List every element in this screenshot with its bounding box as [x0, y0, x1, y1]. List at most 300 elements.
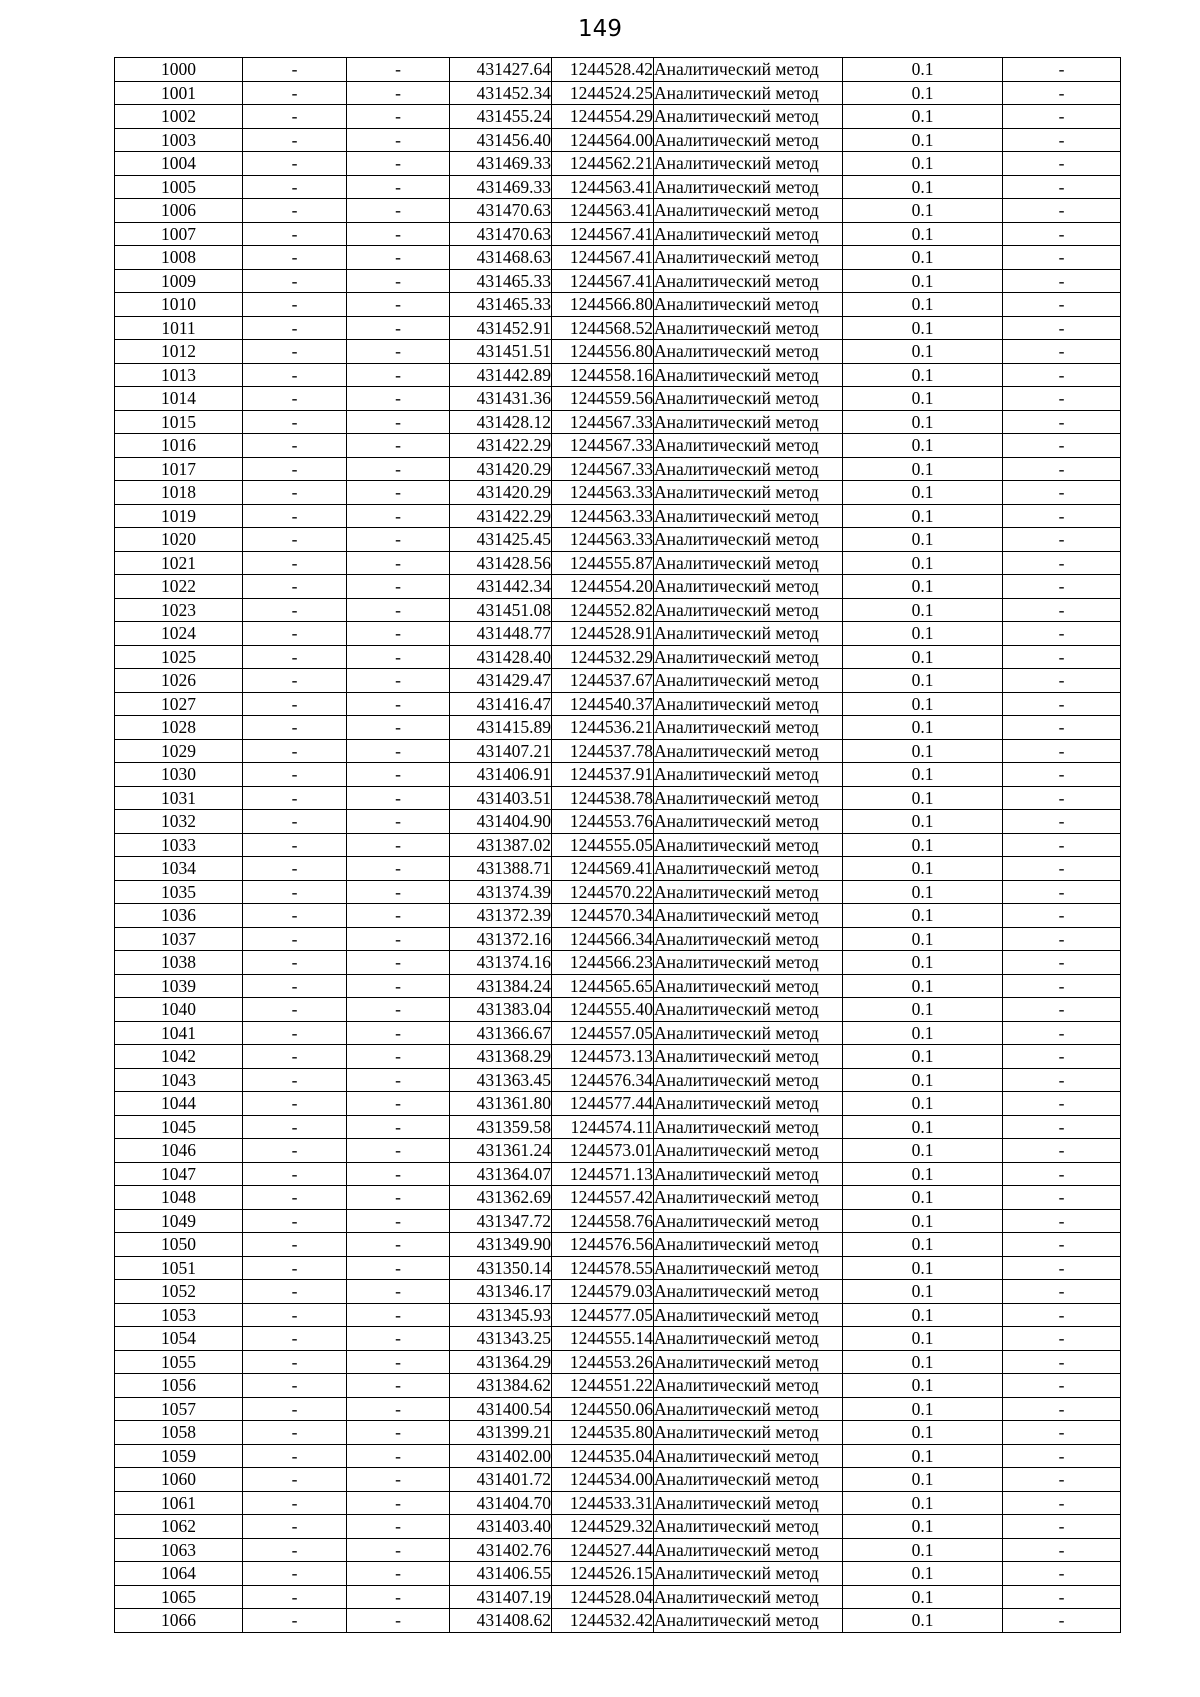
note-cell: -: [1003, 152, 1121, 176]
column-2-cell: -: [243, 1209, 347, 1233]
note-cell: -: [1003, 387, 1121, 411]
note-cell: -: [1003, 481, 1121, 505]
column-3-cell: -: [347, 1444, 450, 1468]
note-cell: -: [1003, 434, 1121, 458]
column-3-cell: -: [347, 105, 450, 129]
coordinate-x-cell: 431427.64: [450, 58, 552, 82]
table-row: [115, 175, 1121, 199]
column-3-cell: -: [347, 998, 450, 1022]
column-3-cell: -: [347, 1421, 450, 1445]
table-row: [115, 1162, 1121, 1186]
method-cell: Аналитический метод: [654, 293, 843, 317]
coordinate-y-cell: 1244567.33: [552, 410, 654, 434]
table-row: [115, 692, 1121, 716]
column-3-cell: -: [347, 128, 450, 152]
column-3-cell: -: [347, 1303, 450, 1327]
column-2-cell: -: [243, 904, 347, 928]
table-row: [115, 551, 1121, 575]
method-cell: Аналитический метод: [654, 246, 843, 270]
point-number-cell: 1051: [115, 1256, 243, 1280]
coordinate-x-cell: 431361.80: [450, 1092, 552, 1116]
coordinate-y-cell: 1244550.06: [552, 1397, 654, 1421]
column-2-cell: -: [243, 880, 347, 904]
point-number-cell: 1003: [115, 128, 243, 152]
column-2-cell: -: [243, 175, 347, 199]
coordinate-x-cell: 431416.47: [450, 692, 552, 716]
column-3-cell: -: [347, 528, 450, 552]
column-2-cell: -: [243, 786, 347, 810]
point-number-cell: 1045: [115, 1115, 243, 1139]
column-2-cell: -: [243, 410, 347, 434]
column-2-cell: -: [243, 1162, 347, 1186]
column-3-cell: -: [347, 739, 450, 763]
accuracy-cell: 0.1: [843, 1609, 1003, 1633]
point-number-cell: 1056: [115, 1374, 243, 1398]
coordinate-y-cell: 1244578.55: [552, 1256, 654, 1280]
accuracy-cell: 0.1: [843, 904, 1003, 928]
method-cell: Аналитический метод: [654, 1421, 843, 1445]
column-3-cell: -: [347, 1209, 450, 1233]
column-3-cell: -: [347, 575, 450, 599]
method-cell: Аналитический метод: [654, 810, 843, 834]
method-cell: Аналитический метод: [654, 1538, 843, 1562]
column-3-cell: -: [347, 293, 450, 317]
point-number-cell: 1017: [115, 457, 243, 481]
note-cell: -: [1003, 1115, 1121, 1139]
column-3-cell: -: [347, 810, 450, 834]
table-row: [115, 434, 1121, 458]
column-2-cell: -: [243, 1256, 347, 1280]
coordinate-x-cell: 431404.90: [450, 810, 552, 834]
coordinate-x-cell: 431359.58: [450, 1115, 552, 1139]
column-2-cell: -: [243, 1397, 347, 1421]
accuracy-cell: 0.1: [843, 434, 1003, 458]
note-cell: -: [1003, 81, 1121, 105]
accuracy-cell: 0.1: [843, 974, 1003, 998]
accuracy-cell: 0.1: [843, 1515, 1003, 1539]
coordinate-x-cell: 431343.25: [450, 1327, 552, 1351]
table-row: [115, 998, 1121, 1022]
column-3-cell: -: [347, 598, 450, 622]
accuracy-cell: 0.1: [843, 199, 1003, 223]
accuracy-cell: 0.1: [843, 1045, 1003, 1069]
accuracy-cell: 0.1: [843, 575, 1003, 599]
column-3-cell: -: [347, 81, 450, 105]
method-cell: Аналитический метод: [654, 904, 843, 928]
point-number-cell: 1024: [115, 622, 243, 646]
column-2-cell: -: [243, 974, 347, 998]
column-2-cell: -: [243, 951, 347, 975]
coordinate-y-cell: 1244562.21: [552, 152, 654, 176]
coordinate-y-cell: 1244557.05: [552, 1021, 654, 1045]
note-cell: -: [1003, 105, 1121, 129]
coordinate-x-cell: 431469.33: [450, 152, 552, 176]
method-cell: Аналитический метод: [654, 951, 843, 975]
coordinate-y-cell: 1244566.80: [552, 293, 654, 317]
note-cell: -: [1003, 551, 1121, 575]
coordinate-x-cell: 431347.72: [450, 1209, 552, 1233]
column-3-cell: -: [347, 927, 450, 951]
column-2-cell: -: [243, 1068, 347, 1092]
point-number-cell: 1061: [115, 1491, 243, 1515]
note-cell: -: [1003, 1538, 1121, 1562]
accuracy-cell: 0.1: [843, 927, 1003, 951]
note-cell: -: [1003, 622, 1121, 646]
point-number-cell: 1016: [115, 434, 243, 458]
column-2-cell: -: [243, 692, 347, 716]
point-number-cell: 1025: [115, 645, 243, 669]
coordinate-x-cell: 431407.19: [450, 1585, 552, 1609]
method-cell: Аналитический метод: [654, 434, 843, 458]
table-row: [115, 1538, 1121, 1562]
note-cell: -: [1003, 410, 1121, 434]
coordinate-x-cell: 431470.63: [450, 199, 552, 223]
column-2-cell: -: [243, 1280, 347, 1304]
column-3-cell: -: [347, 1092, 450, 1116]
point-number-cell: 1007: [115, 222, 243, 246]
coordinate-y-cell: 1244524.25: [552, 81, 654, 105]
table-row: [115, 739, 1121, 763]
table-row: [115, 1374, 1121, 1398]
method-cell: Аналитический метод: [654, 1491, 843, 1515]
table-row: [115, 1068, 1121, 1092]
method-cell: Аналитический метод: [654, 481, 843, 505]
table-row: [115, 622, 1121, 646]
table-row: [115, 1609, 1121, 1633]
point-number-cell: 1064: [115, 1562, 243, 1586]
column-2-cell: -: [243, 152, 347, 176]
point-number-cell: 1059: [115, 1444, 243, 1468]
column-3-cell: -: [347, 1139, 450, 1163]
point-number-cell: 1055: [115, 1350, 243, 1374]
point-number-cell: 1020: [115, 528, 243, 552]
method-cell: Аналитический метод: [654, 763, 843, 787]
accuracy-cell: 0.1: [843, 269, 1003, 293]
column-2-cell: -: [243, 81, 347, 105]
column-3-cell: -: [347, 692, 450, 716]
point-number-cell: 1008: [115, 246, 243, 270]
point-number-cell: 1047: [115, 1162, 243, 1186]
accuracy-cell: 0.1: [843, 1209, 1003, 1233]
coordinate-y-cell: 1244569.41: [552, 857, 654, 881]
table-row: [115, 504, 1121, 528]
column-2-cell: -: [243, 434, 347, 458]
method-cell: Аналитический метод: [654, 880, 843, 904]
point-number-cell: 1029: [115, 739, 243, 763]
coordinate-x-cell: 431402.76: [450, 1538, 552, 1562]
point-number-cell: 1049: [115, 1209, 243, 1233]
coordinate-y-cell: 1244557.42: [552, 1186, 654, 1210]
table-row: [115, 786, 1121, 810]
table-row: [115, 598, 1121, 622]
column-3-cell: -: [347, 833, 450, 857]
note-cell: -: [1003, 457, 1121, 481]
page-number: 149: [578, 16, 622, 42]
accuracy-cell: 0.1: [843, 669, 1003, 693]
column-3-cell: -: [347, 434, 450, 458]
column-2-cell: -: [243, 340, 347, 364]
coordinate-x-cell: 431406.55: [450, 1562, 552, 1586]
table-row: [115, 1115, 1121, 1139]
method-cell: Аналитический метод: [654, 1397, 843, 1421]
accuracy-cell: 0.1: [843, 504, 1003, 528]
table-row: [115, 1350, 1121, 1374]
accuracy-cell: 0.1: [843, 81, 1003, 105]
coordinate-y-cell: 1244563.41: [552, 199, 654, 223]
table-row: [115, 152, 1121, 176]
column-2-cell: -: [243, 269, 347, 293]
point-number-cell: 1039: [115, 974, 243, 998]
coordinate-x-cell: 431368.29: [450, 1045, 552, 1069]
table-row: [115, 927, 1121, 951]
point-number-cell: 1052: [115, 1280, 243, 1304]
coordinate-y-cell: 1244535.80: [552, 1421, 654, 1445]
table-row: [115, 199, 1121, 223]
note-cell: -: [1003, 598, 1121, 622]
note-cell: -: [1003, 1280, 1121, 1304]
note-cell: -: [1003, 1233, 1121, 1257]
table-row: [115, 246, 1121, 270]
point-number-cell: 1054: [115, 1327, 243, 1351]
column-2-cell: -: [243, 716, 347, 740]
point-number-cell: 1002: [115, 105, 243, 129]
table-row: [115, 293, 1121, 317]
column-3-cell: -: [347, 1256, 450, 1280]
note-cell: -: [1003, 716, 1121, 740]
table-row: [115, 1139, 1121, 1163]
column-3-cell: -: [347, 246, 450, 270]
accuracy-cell: 0.1: [843, 1491, 1003, 1515]
method-cell: Аналитический метод: [654, 1609, 843, 1633]
column-2-cell: -: [243, 293, 347, 317]
coordinate-y-cell: 1244564.00: [552, 128, 654, 152]
table-row: [115, 81, 1121, 105]
method-cell: Аналитический метод: [654, 857, 843, 881]
table-row: [115, 1468, 1121, 1492]
coordinate-x-cell: 431374.16: [450, 951, 552, 975]
column-2-cell: -: [243, 927, 347, 951]
table-row: [115, 716, 1121, 740]
point-number-cell: 1057: [115, 1397, 243, 1421]
note-cell: -: [1003, 1068, 1121, 1092]
accuracy-cell: 0.1: [843, 810, 1003, 834]
method-cell: Аналитический метод: [654, 504, 843, 528]
note-cell: -: [1003, 293, 1121, 317]
column-2-cell: -: [243, 998, 347, 1022]
table-row: [115, 857, 1121, 881]
table-row: [115, 833, 1121, 857]
note-cell: -: [1003, 1021, 1121, 1045]
method-cell: Аналитический метод: [654, 669, 843, 693]
coordinate-x-cell: 431420.29: [450, 457, 552, 481]
coordinate-y-cell: 1244532.42: [552, 1609, 654, 1633]
method-cell: Аналитический метод: [654, 622, 843, 646]
column-3-cell: -: [347, 1562, 450, 1586]
column-2-cell: -: [243, 1233, 347, 1257]
coordinate-x-cell: 431429.47: [450, 669, 552, 693]
point-number-cell: 1048: [115, 1186, 243, 1210]
coordinate-x-cell: 431404.70: [450, 1491, 552, 1515]
coordinate-x-cell: 431362.69: [450, 1186, 552, 1210]
coordinate-x-cell: 431399.21: [450, 1421, 552, 1445]
column-3-cell: -: [347, 340, 450, 364]
note-cell: -: [1003, 927, 1121, 951]
accuracy-cell: 0.1: [843, 551, 1003, 575]
column-2-cell: -: [243, 1139, 347, 1163]
coordinate-y-cell: 1244554.20: [552, 575, 654, 599]
column-2-cell: -: [243, 763, 347, 787]
column-3-cell: -: [347, 1068, 450, 1092]
coordinate-x-cell: 431384.24: [450, 974, 552, 998]
coordinate-y-cell: 1244567.41: [552, 246, 654, 270]
point-number-cell: 1001: [115, 81, 243, 105]
column-2-cell: -: [243, 1444, 347, 1468]
column-3-cell: -: [347, 1162, 450, 1186]
column-2-cell: -: [243, 1585, 347, 1609]
note-cell: -: [1003, 786, 1121, 810]
accuracy-cell: 0.1: [843, 622, 1003, 646]
coordinate-y-cell: 1244528.04: [552, 1585, 654, 1609]
coordinate-y-cell: 1244537.91: [552, 763, 654, 787]
coordinate-y-cell: 1244534.00: [552, 1468, 654, 1492]
column-2-cell: -: [243, 528, 347, 552]
accuracy-cell: 0.1: [843, 1115, 1003, 1139]
column-3-cell: -: [347, 457, 450, 481]
table-row: [115, 1021, 1121, 1045]
column-2-cell: -: [243, 857, 347, 881]
coordinate-y-cell: 1244563.33: [552, 504, 654, 528]
coordinate-y-cell: 1244573.13: [552, 1045, 654, 1069]
table-row: [115, 763, 1121, 787]
table-row: [115, 1045, 1121, 1069]
method-cell: Аналитический метод: [654, 316, 843, 340]
coordinate-y-cell: 1244537.78: [552, 739, 654, 763]
note-cell: -: [1003, 316, 1121, 340]
point-number-cell: 1030: [115, 763, 243, 787]
coordinate-y-cell: 1244566.23: [552, 951, 654, 975]
accuracy-cell: 0.1: [843, 128, 1003, 152]
method-cell: Аналитический метод: [654, 598, 843, 622]
point-number-cell: 1058: [115, 1421, 243, 1445]
note-cell: -: [1003, 58, 1121, 82]
point-number-cell: 1021: [115, 551, 243, 575]
column-2-cell: -: [243, 105, 347, 129]
coordinate-y-cell: 1244537.67: [552, 669, 654, 693]
coordinate-y-cell: 1244567.41: [552, 269, 654, 293]
coordinate-x-cell: 431470.63: [450, 222, 552, 246]
method-cell: Аналитический метод: [654, 575, 843, 599]
column-3-cell: -: [347, 1515, 450, 1539]
column-3-cell: -: [347, 1491, 450, 1515]
coordinate-y-cell: 1244552.82: [552, 598, 654, 622]
note-cell: -: [1003, 1350, 1121, 1374]
table-row: [115, 1256, 1121, 1280]
table-row: [115, 1233, 1121, 1257]
method-cell: Аналитический метод: [654, 58, 843, 82]
column-2-cell: -: [243, 1609, 347, 1633]
coordinate-y-cell: 1244566.34: [552, 927, 654, 951]
coordinate-x-cell: 431415.89: [450, 716, 552, 740]
coordinate-y-cell: 1244540.37: [552, 692, 654, 716]
point-number-cell: 1040: [115, 998, 243, 1022]
table-row: [115, 1186, 1121, 1210]
note-cell: -: [1003, 175, 1121, 199]
note-cell: -: [1003, 340, 1121, 364]
column-3-cell: -: [347, 763, 450, 787]
note-cell: -: [1003, 199, 1121, 223]
coordinate-y-cell: 1244526.15: [552, 1562, 654, 1586]
column-3-cell: -: [347, 481, 450, 505]
column-3-cell: -: [347, 1186, 450, 1210]
coordinate-y-cell: 1244579.03: [552, 1280, 654, 1304]
coordinate-y-cell: 1244577.44: [552, 1092, 654, 1116]
coordinate-y-cell: 1244528.91: [552, 622, 654, 646]
column-3-cell: -: [347, 857, 450, 881]
column-2-cell: -: [243, 316, 347, 340]
column-2-cell: -: [243, 1515, 347, 1539]
coordinate-x-cell: 431422.29: [450, 504, 552, 528]
method-cell: Аналитический метод: [654, 1374, 843, 1398]
coordinate-x-cell: 431388.71: [450, 857, 552, 881]
note-cell: -: [1003, 904, 1121, 928]
accuracy-cell: 0.1: [843, 316, 1003, 340]
note-cell: -: [1003, 363, 1121, 387]
coordinate-y-cell: 1244574.11: [552, 1115, 654, 1139]
column-2-cell: -: [243, 1374, 347, 1398]
note-cell: -: [1003, 269, 1121, 293]
accuracy-cell: 0.1: [843, 857, 1003, 881]
point-number-cell: 1015: [115, 410, 243, 434]
method-cell: Аналитический метод: [654, 692, 843, 716]
column-2-cell: -: [243, 739, 347, 763]
table-row: [115, 1585, 1121, 1609]
method-cell: Аналитический метод: [654, 1092, 843, 1116]
note-cell: -: [1003, 1303, 1121, 1327]
coordinate-y-cell: 1244570.34: [552, 904, 654, 928]
note-cell: -: [1003, 1585, 1121, 1609]
coordinate-x-cell: 431448.77: [450, 622, 552, 646]
column-3-cell: -: [347, 786, 450, 810]
column-3-cell: -: [347, 716, 450, 740]
note-cell: -: [1003, 128, 1121, 152]
coordinate-x-cell: 431428.12: [450, 410, 552, 434]
column-2-cell: -: [243, 598, 347, 622]
table-row: [115, 974, 1121, 998]
note-cell: -: [1003, 504, 1121, 528]
point-number-cell: 1041: [115, 1021, 243, 1045]
method-cell: Аналитический метод: [654, 199, 843, 223]
column-3-cell: -: [347, 1233, 450, 1257]
accuracy-cell: 0.1: [843, 998, 1003, 1022]
point-number-cell: 1028: [115, 716, 243, 740]
coordinate-x-cell: 431383.04: [450, 998, 552, 1022]
accuracy-cell: 0.1: [843, 1256, 1003, 1280]
accuracy-cell: 0.1: [843, 786, 1003, 810]
method-cell: Аналитический метод: [654, 387, 843, 411]
point-number-cell: 1027: [115, 692, 243, 716]
method-cell: Аналитический метод: [654, 1256, 843, 1280]
table-row: [115, 1562, 1121, 1586]
method-cell: Аналитический метод: [654, 152, 843, 176]
coordinate-x-cell: 431451.51: [450, 340, 552, 364]
table-row: [115, 575, 1121, 599]
note-cell: -: [1003, 1562, 1121, 1586]
column-3-cell: -: [347, 904, 450, 928]
accuracy-cell: 0.1: [843, 716, 1003, 740]
table-row: [115, 1303, 1121, 1327]
point-number-cell: 1013: [115, 363, 243, 387]
table-row: [115, 363, 1121, 387]
